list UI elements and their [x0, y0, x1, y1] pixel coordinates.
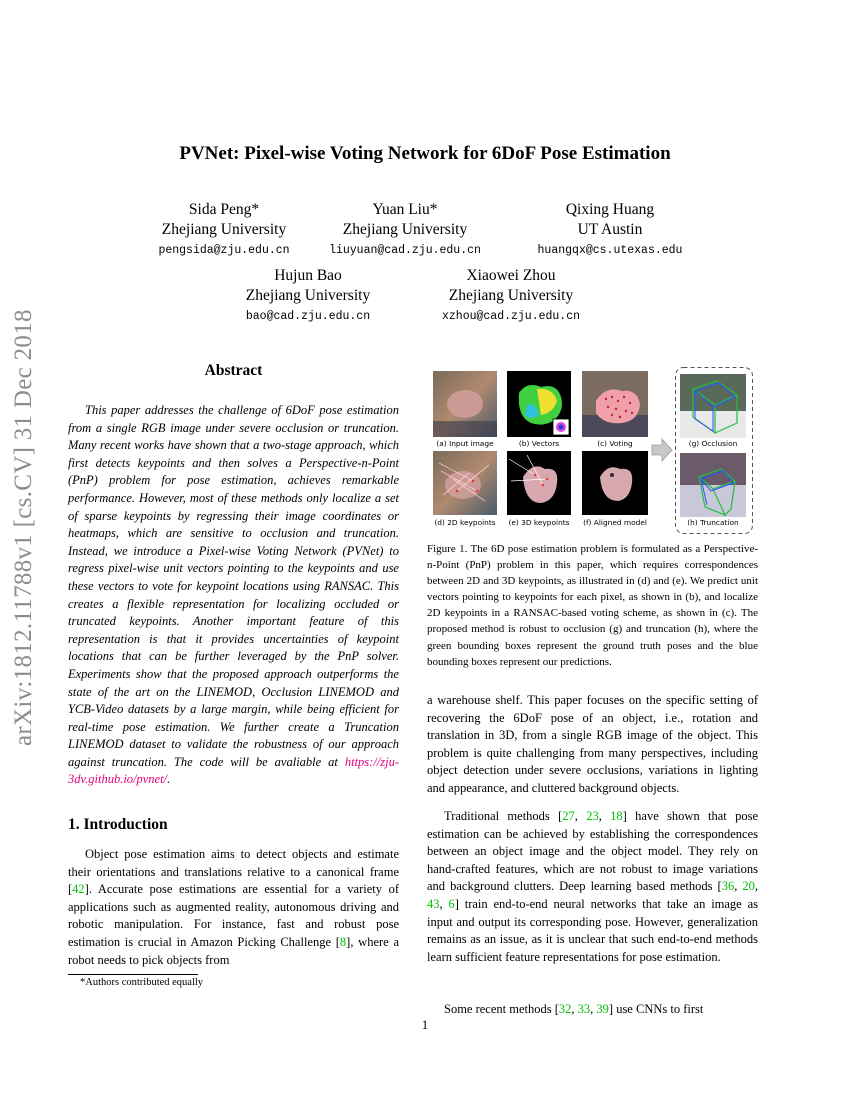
figure-label: (a) Input image	[436, 439, 494, 448]
figure-label: (g) Occlusion	[688, 439, 738, 448]
arxiv-stamp	[4, 286, 48, 746]
figure-label: (d) 2D keypoints	[434, 518, 496, 527]
citation-link[interactable]: 36	[721, 879, 735, 894]
body-text: ] have shown that pose estimation can be achieved by establishing the correspondences between an object image and the object model. They rely on hand-crafted features, which are not robust to image variations and background clutters. Deep learning based methods [	[427, 809, 759, 894]
citation-link[interactable]: 18	[610, 809, 623, 823]
intro-paragraph	[68, 846, 399, 969]
author-name: Yuan Liu*	[372, 201, 438, 218]
figure-label: (h) Truncation	[687, 518, 739, 527]
voting-thumbnail	[582, 371, 648, 437]
author-email: pengsida@zju.edu.cn	[158, 244, 290, 257]
body-text: ,	[754, 879, 758, 894]
author-block	[208, 266, 408, 323]
arxiv-stamp-text: arXiv:1812.11788v1 [cs.CV] 31 Dec 2018	[10, 309, 37, 746]
figure-label: (e) 3D keypoints	[508, 518, 570, 527]
figure-label: (c) Voting	[597, 439, 633, 448]
author-name: Qixing Huang	[565, 201, 655, 218]
author-block	[305, 200, 505, 257]
body-text: ,	[574, 809, 587, 823]
author-block	[510, 200, 710, 257]
citation-link[interactable]: 8	[339, 934, 347, 949]
body-text: ,	[734, 879, 743, 894]
vectors-thumbnail	[507, 371, 571, 437]
abstract-text: This paper addresses the challenge of 6DoF pose estimation from a single RGB image under severe occlusion or truncation. Many recent works have shown that a two-stage approach, which first detects keypoints and then solves a Perspective-n-Point (PnP) problem for pose estimation, achieves remarkable performance. However, most of these methods only localize a set of sparse keypoints by regressing their image coordinates or heatmaps, which are sensitive to occlusion and truncation. Instead, we introduce a Pixel-wise Voting Network (PVNet) to regress pixel-wise unit vectors pointing to the keypoints and use these vectors to vote for keypoint locations using RANSAC. This creates a flexible representation for localizing occluded or truncated keypoints. Another important feature of this representation is that it provides uncertainties of keypoint locations that can be further leveraged by the PnP solver. Experiments show that the proposed approach outperforms the state of the art on the LINEMOD, Occlusion LINEMOD and YCB-Video datasets by a large margin, while being efficient for real-time pose estimation. We further create a Truncation LINEMOD dataset to validate the robustness of our approach against truncation. The code will be avaliable at	[68, 403, 399, 769]
body-text: Traditional methods [	[444, 809, 563, 823]
right-column-paragraph-1: a warehouse shelf. This paper focuses on the specific setting of recovering the 6DoF pose of an object, i.e., rotation and translation in 3D, from a single RGB image of the object. This problem is quite challenging from many perspectives, including object detection under severe occlusions, variations in lighting and appearance, and cluttered background objects.	[427, 693, 758, 795]
author-email: huangqx@cs.utexas.edu	[537, 244, 683, 257]
author-email: bao@cad.zju.edu.cn	[245, 310, 371, 323]
abstract-end: .	[167, 772, 171, 787]
author-affiliation: Zhejiang University	[448, 287, 574, 304]
citation-link[interactable]: 33	[577, 1002, 591, 1016]
body-text: ,	[439, 896, 449, 911]
page-number: 1	[421, 1017, 429, 1032]
occlusion-truncation-panel	[675, 367, 753, 535]
author-block	[124, 200, 324, 257]
figure-label: (b) Vectors	[518, 439, 560, 448]
author-affiliation: Zhejiang University	[245, 287, 371, 304]
author-name: Sida Peng*	[188, 201, 260, 218]
citation-link[interactable]: 42	[72, 882, 85, 897]
footnote: *Authors contributed equally	[80, 977, 204, 988]
author-affiliation: Zhejiang University	[161, 221, 287, 238]
body-text: ,	[590, 1002, 597, 1016]
2d-keypoints-thumbnail	[433, 451, 497, 515]
paper-title: PVNet: Pixel-wise Voting Network for 6DoF Pose Estimation	[179, 143, 671, 164]
citation-link[interactable]: 43	[427, 896, 440, 911]
body-text: ] train end-to-end neural networks that take an image as input and output its corresponding pose. However, generalization remains as an issue, as it is unclear that such end-to-end methods learn sufficient feature representations for pose estimation.	[427, 896, 758, 964]
intro-text: Object pose estimation aims to detect objects and estimate their orientations and translations relative to a canonical frame [	[68, 847, 399, 897]
introduction-heading: 1. Introduction	[68, 816, 168, 833]
right-column-paragraph-2	[427, 808, 758, 966]
author-email: xzhou@cad.zju.edu.cn	[441, 310, 581, 323]
body-text: Some recent methods [	[444, 1002, 559, 1016]
citation-link[interactable]: 6	[448, 896, 455, 911]
input-image-thumbnail	[433, 371, 497, 437]
author-block	[411, 266, 611, 323]
intro-text: ], where a robot needs to pick objects from	[68, 934, 399, 967]
citation-link[interactable]: 27	[562, 809, 575, 823]
code-link[interactable]: https://zju-3dv.github.io/pvnet/	[68, 754, 400, 787]
arrow-icon	[651, 438, 673, 462]
figure-1	[430, 366, 760, 534]
figure-label: (f) Aligned model	[583, 518, 647, 527]
body-text: ] use CNNs to first	[608, 1002, 704, 1016]
abstract-body	[68, 402, 399, 789]
body-text: ,	[598, 809, 611, 823]
abstract-heading: Abstract	[204, 362, 263, 379]
footnote-divider	[68, 974, 198, 975]
author-affiliation: Zhejiang University	[342, 221, 468, 238]
intro-text: ]. Accurate pose estimations are essential for a variety of applications such as augmented reality, autonomous driving and robotic manipulation. For instance, fast and robust pose estimation is crucial in Amazon Picking Challenge [	[68, 882, 399, 949]
right-column-paragraph-3	[427, 1001, 758, 1019]
figure-1-caption: Figure 1. The 6D pose estimation problem is formulated as a Perspective-n-Point (PnP) problem in this paper, which requires correspondences between 2D and 3D keypoints, as illustrated in (d) and (e). We predict unit vectors pointing to keypoints for each pixel, as shown in (b), and localize 2D keypoints in a RANSAC-based voting scheme, as shown in (c). The proposed method is robust to occlusion (g) and truncation (h), where the green bounding boxes represent the ground truth poses and the blue bounding boxes represent our predictions.	[427, 543, 758, 668]
citation-link[interactable]: 32	[558, 1002, 572, 1016]
author-name: Xiaowei Zhou	[466, 267, 556, 284]
author-affiliation: UT Austin	[577, 221, 643, 238]
author-email: liuyuan@cad.zju.edu.cn	[329, 244, 481, 257]
citation-link[interactable]: 39	[596, 1002, 609, 1016]
3d-keypoints-thumbnail	[507, 451, 571, 515]
author-name: Hujun Bao	[274, 267, 342, 284]
citation-link[interactable]: 20	[742, 879, 755, 894]
aligned-model-thumbnail	[582, 451, 648, 515]
citation-link[interactable]: 23	[586, 809, 599, 823]
body-text: ,	[571, 1002, 578, 1016]
